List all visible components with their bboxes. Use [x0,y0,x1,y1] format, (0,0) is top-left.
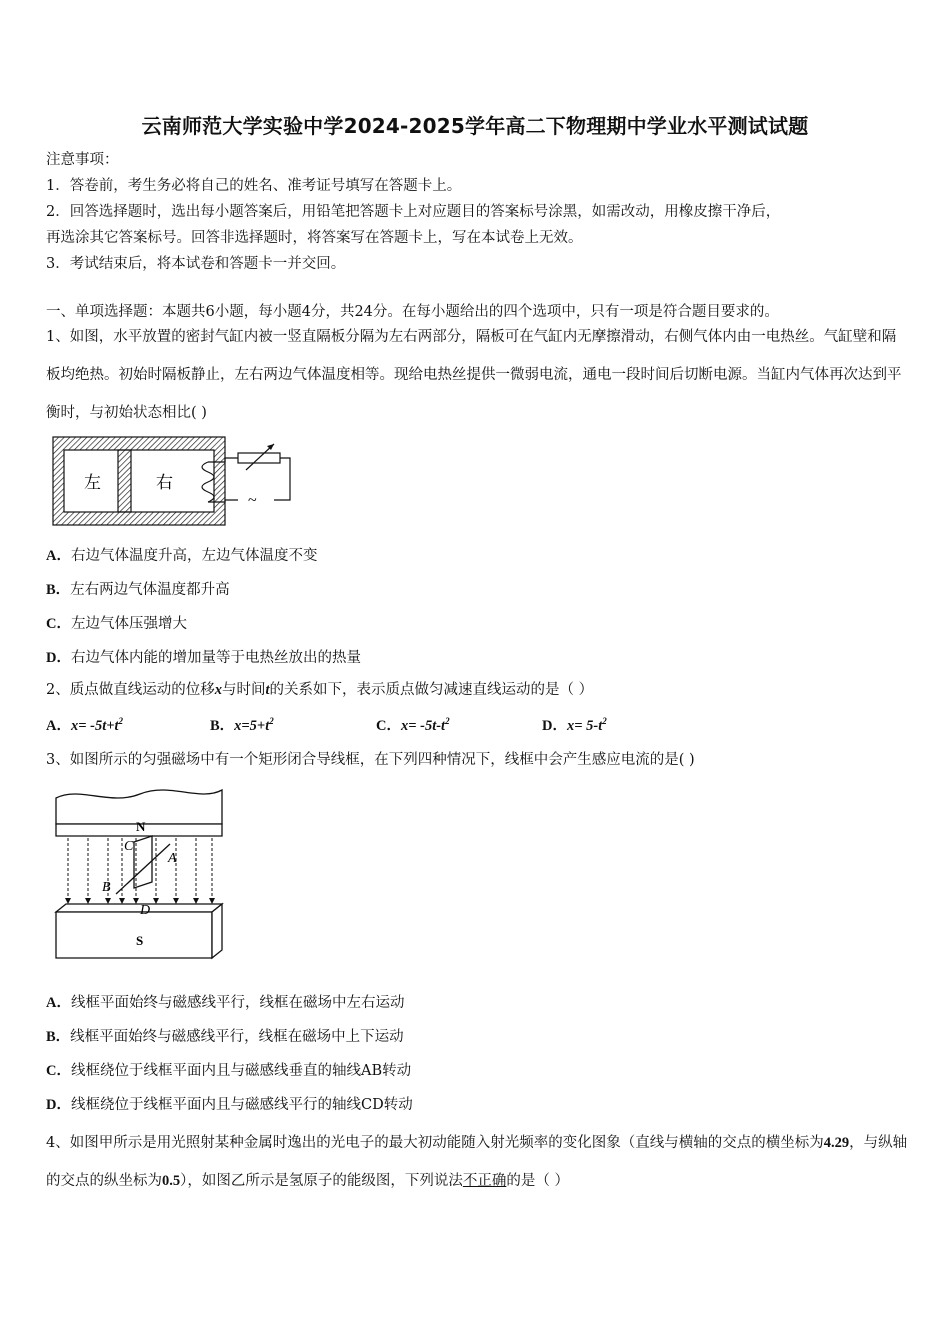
q1-stem: 1、如图，水平放置的密封气缸内被一竖直隔板分隔为左右两部分，隔板可在气缸内无摩擦滑动，右侧气体内由一电热丝。气缸壁和隔板均绝热。初始时隔板静止，左右两边气体温度相等。现给电热丝提供一微弱电流，通电一段时间后切断电源。当缸内气体再次达到平衡时，与初始状态相比( ) [46,329,902,421]
page-title: 云南师范大学实验中学2024-2025学年高二下物理期中学业水平测试试题 [141,114,809,138]
q2-stem: 2、质点做直线运动的位移x与时间t的关系如下，表示质点做匀减速直线运动的是（ ） [46,682,594,698]
label-C: C [124,839,134,854]
south-pole-block [56,904,222,958]
label-N: N [136,819,146,834]
partition [118,450,131,512]
q3-option-a[interactable]: A．线框平面始终与磁感线平行，线框在磁场中左右运动 [46,995,405,1011]
notice-item-3: 3．考试结束后，将本试卷和答题卡一并交回。 [46,256,346,272]
label-left: 左 [84,473,101,492]
q3-option-b[interactable]: B．线框平面始终与磁感线平行，线框在磁场中上下运动 [46,1029,404,1045]
section-heading: 一、单项选择题：本题共6小题，每小题4分，共24分。在每小题给出的四个选项中，只有一项是符合题目要求的。 [46,304,779,320]
label-right: 右 [156,473,173,492]
label-A: A [168,851,177,866]
notice-item-2b: 再选涂其它答案标号。回答非选择题时，将答案写在答题卡上，写在本试卷上无效。 [46,230,583,246]
q3-magnet-figure [50,780,230,966]
field-lines [68,838,212,900]
notice-item-2a: 2．回答选择题时，选出每小题答案后，用铅笔把答题卡上对应题目的答案标号涂黑，如需改动，用橡皮擦干净后， [46,204,781,220]
label-D: D [140,903,151,918]
q1-option-d[interactable]: D．右边气体内能的增加量等于电热丝放出的热量 [46,650,361,666]
notice-heading: 注意事项： [46,152,119,168]
q1-option-c[interactable]: C．左边气体压强增大 [46,616,187,632]
q4-stem: 4、如图甲所示是用光照射某种金属时逸出的光电子的最大初动能随入射光频率的变化图象（直线与横轴的交点的横坐标为4.29，与纵轴的交点的纵坐标为0.5），如图乙所示是氢原子的能级图，下列说法不正确的是（ ） [46,1135,908,1189]
notice-item-1: 1．答卷前，考生务必将自己的姓名、准考证号填写在答题卡上。 [46,178,462,194]
q1-cylinder-figure [50,434,300,530]
ac-source-symbol: ~ [248,492,257,509]
q3-option-d[interactable]: D．线框绕位于线框平面内且与磁感线平行的轴线CD转动 [46,1097,413,1113]
label-S: S [136,933,144,948]
q2-option-a[interactable]: A．$x= -5t+t^2$ [46,716,124,734]
q1-option-b[interactable]: B．左右两边气体温度都升高 [46,582,230,598]
label-B: B [102,880,111,895]
q3-stem: 3、如图所示的匀强磁场中有一个矩形闭合导线框，在下列四种情况下，线框中会产生感应电流的是( ) [46,752,695,768]
q3-option-c[interactable]: C．线框绕位于线框平面内且与磁感线垂直的轴线AB转动 [46,1063,412,1079]
rheostat [238,444,280,470]
q2-option-c[interactable]: C．$x= -5t-t^2$ [376,716,450,734]
q2-option-d[interactable]: D．$x= 5-t^2$ [542,716,607,734]
cylinder-wall [53,437,225,525]
q1-option-a[interactable]: A．右边气体温度升高，左边气体温度不变 [46,548,318,564]
q2-option-b[interactable]: B．$x=5+t^2$ [210,716,274,734]
